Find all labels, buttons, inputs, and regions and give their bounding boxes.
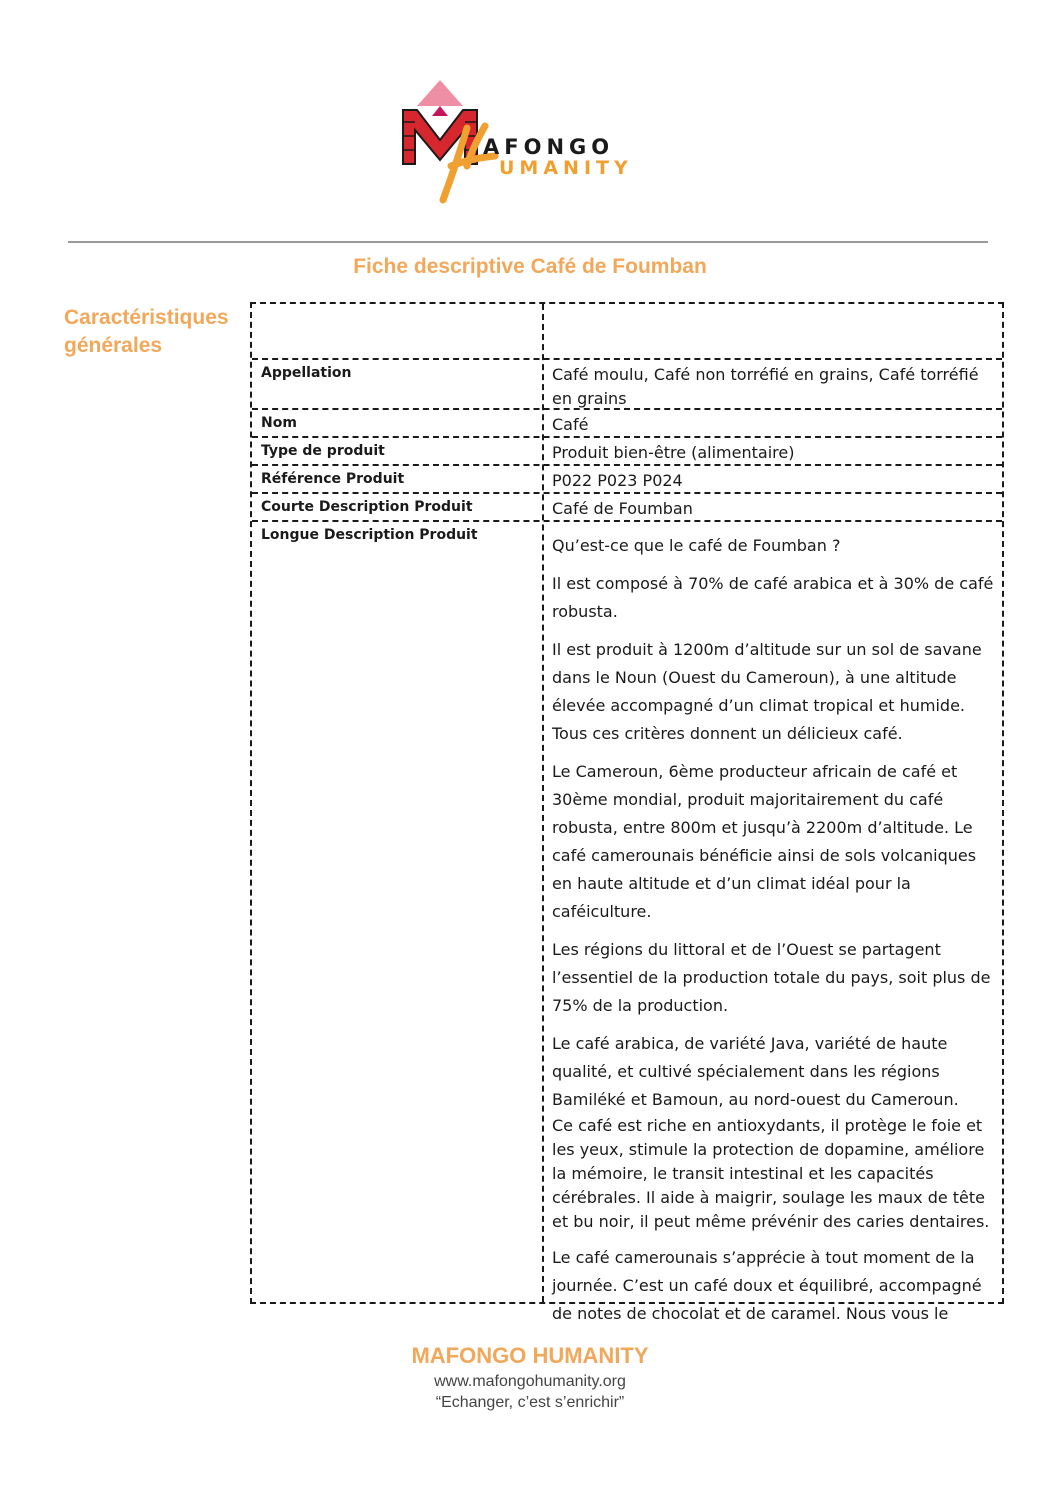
row-label: Longue Description Produit (261, 527, 478, 543)
logo-wordmark-line2: UMANITY (499, 157, 633, 179)
footer-brand: MAFONGO HUMANITY (411, 1343, 649, 1368)
mafongo-humanity-logo (395, 78, 655, 208)
table-row (252, 466, 1002, 494)
section-heading: Caractéristiques générales (64, 306, 229, 357)
footer-url[interactable]: www.mafongohumanity.org (434, 1373, 626, 1390)
row-value: Produit bien-être (alimentaire) (552, 443, 795, 462)
table-row (252, 360, 1002, 410)
row-label: Courte Description Produit (261, 499, 473, 515)
footer-slogan: “Echanger, c’est s’enrichir” (435, 1394, 625, 1411)
row-label: Référence Produit (261, 471, 405, 487)
description-paragraph: Le café arabica, de variété Java, variété de haute qualité, et cultivé spécialement dans les régions Bamiléké et Bamoun, au nord-ouest du Cameroun. (552, 1034, 959, 1109)
table-row-empty (252, 304, 1002, 360)
product-table (250, 302, 1004, 1323)
row-label: Nom (261, 415, 297, 431)
long-description (552, 532, 1000, 1338)
row-value: P022 P023 P024 (552, 471, 683, 490)
description-paragraph: Il est produit à 1200m d’altitude sur un sol de savane dans le Noun (Ouest du Cameroun), à une altitude élevée accompagné d’un climat tropical et humide. Tous ces critères donnent un délicieux café. (552, 640, 982, 743)
row-value: Café moulu, Café non torréfié en grains, Café torréfié en grains (552, 365, 979, 408)
description-paragraph: Le Cameroun, 6ème producteur africain de café et 30ème mondial, produit majoritairement du café robusta, entre 800m et jusqu’à 2200m d’altitude. Le café camerounais bénéficie ainsi de sols volcaniques en haute altitude et d’un climat idéal pour la caféiculture. (552, 762, 977, 921)
header-divider (68, 241, 988, 243)
table-row (252, 494, 1002, 522)
table-row (252, 410, 1002, 438)
table-row (252, 438, 1002, 466)
description-paragraph: Il est composé à 70% de café arabica et à 30% de café robusta. (552, 574, 994, 621)
description-paragraph: Ce café est riche en antioxydants, il protège le foie et les yeux, stimule la protection de dopamine, améliore la mémoire, le transit intestinal et les capacités cérébrales. Il aide à maigrir, soulage les maux de tête et bu noir, il peut même prévénir des caries dentaires. (552, 1116, 990, 1231)
row-value: Café de Foumban (552, 499, 693, 518)
description-paragraph: Les régions du littoral et de l’Ouest se partagent l’essentiel de la production totale du pays, soit plus de 75% de la production. (552, 940, 991, 1015)
document-title: Fiche descriptive Café de Foumban (353, 255, 707, 278)
row-label: Appellation (261, 365, 352, 381)
description-paragraph: Le café camerounais s’apprécie à tout moment de la journée. C’est un café doux et équilibré, accompagné de notes de chocolat et de caramel. Nous vous le (552, 1248, 982, 1323)
logo-wordmark-line1: AFONGO (483, 135, 615, 159)
row-label: Type de produit (261, 443, 385, 459)
description-paragraph: Qu’est-ce que le café de Foumban ? (552, 536, 841, 555)
row-value: Café (552, 415, 589, 434)
table-row (252, 522, 1002, 1323)
